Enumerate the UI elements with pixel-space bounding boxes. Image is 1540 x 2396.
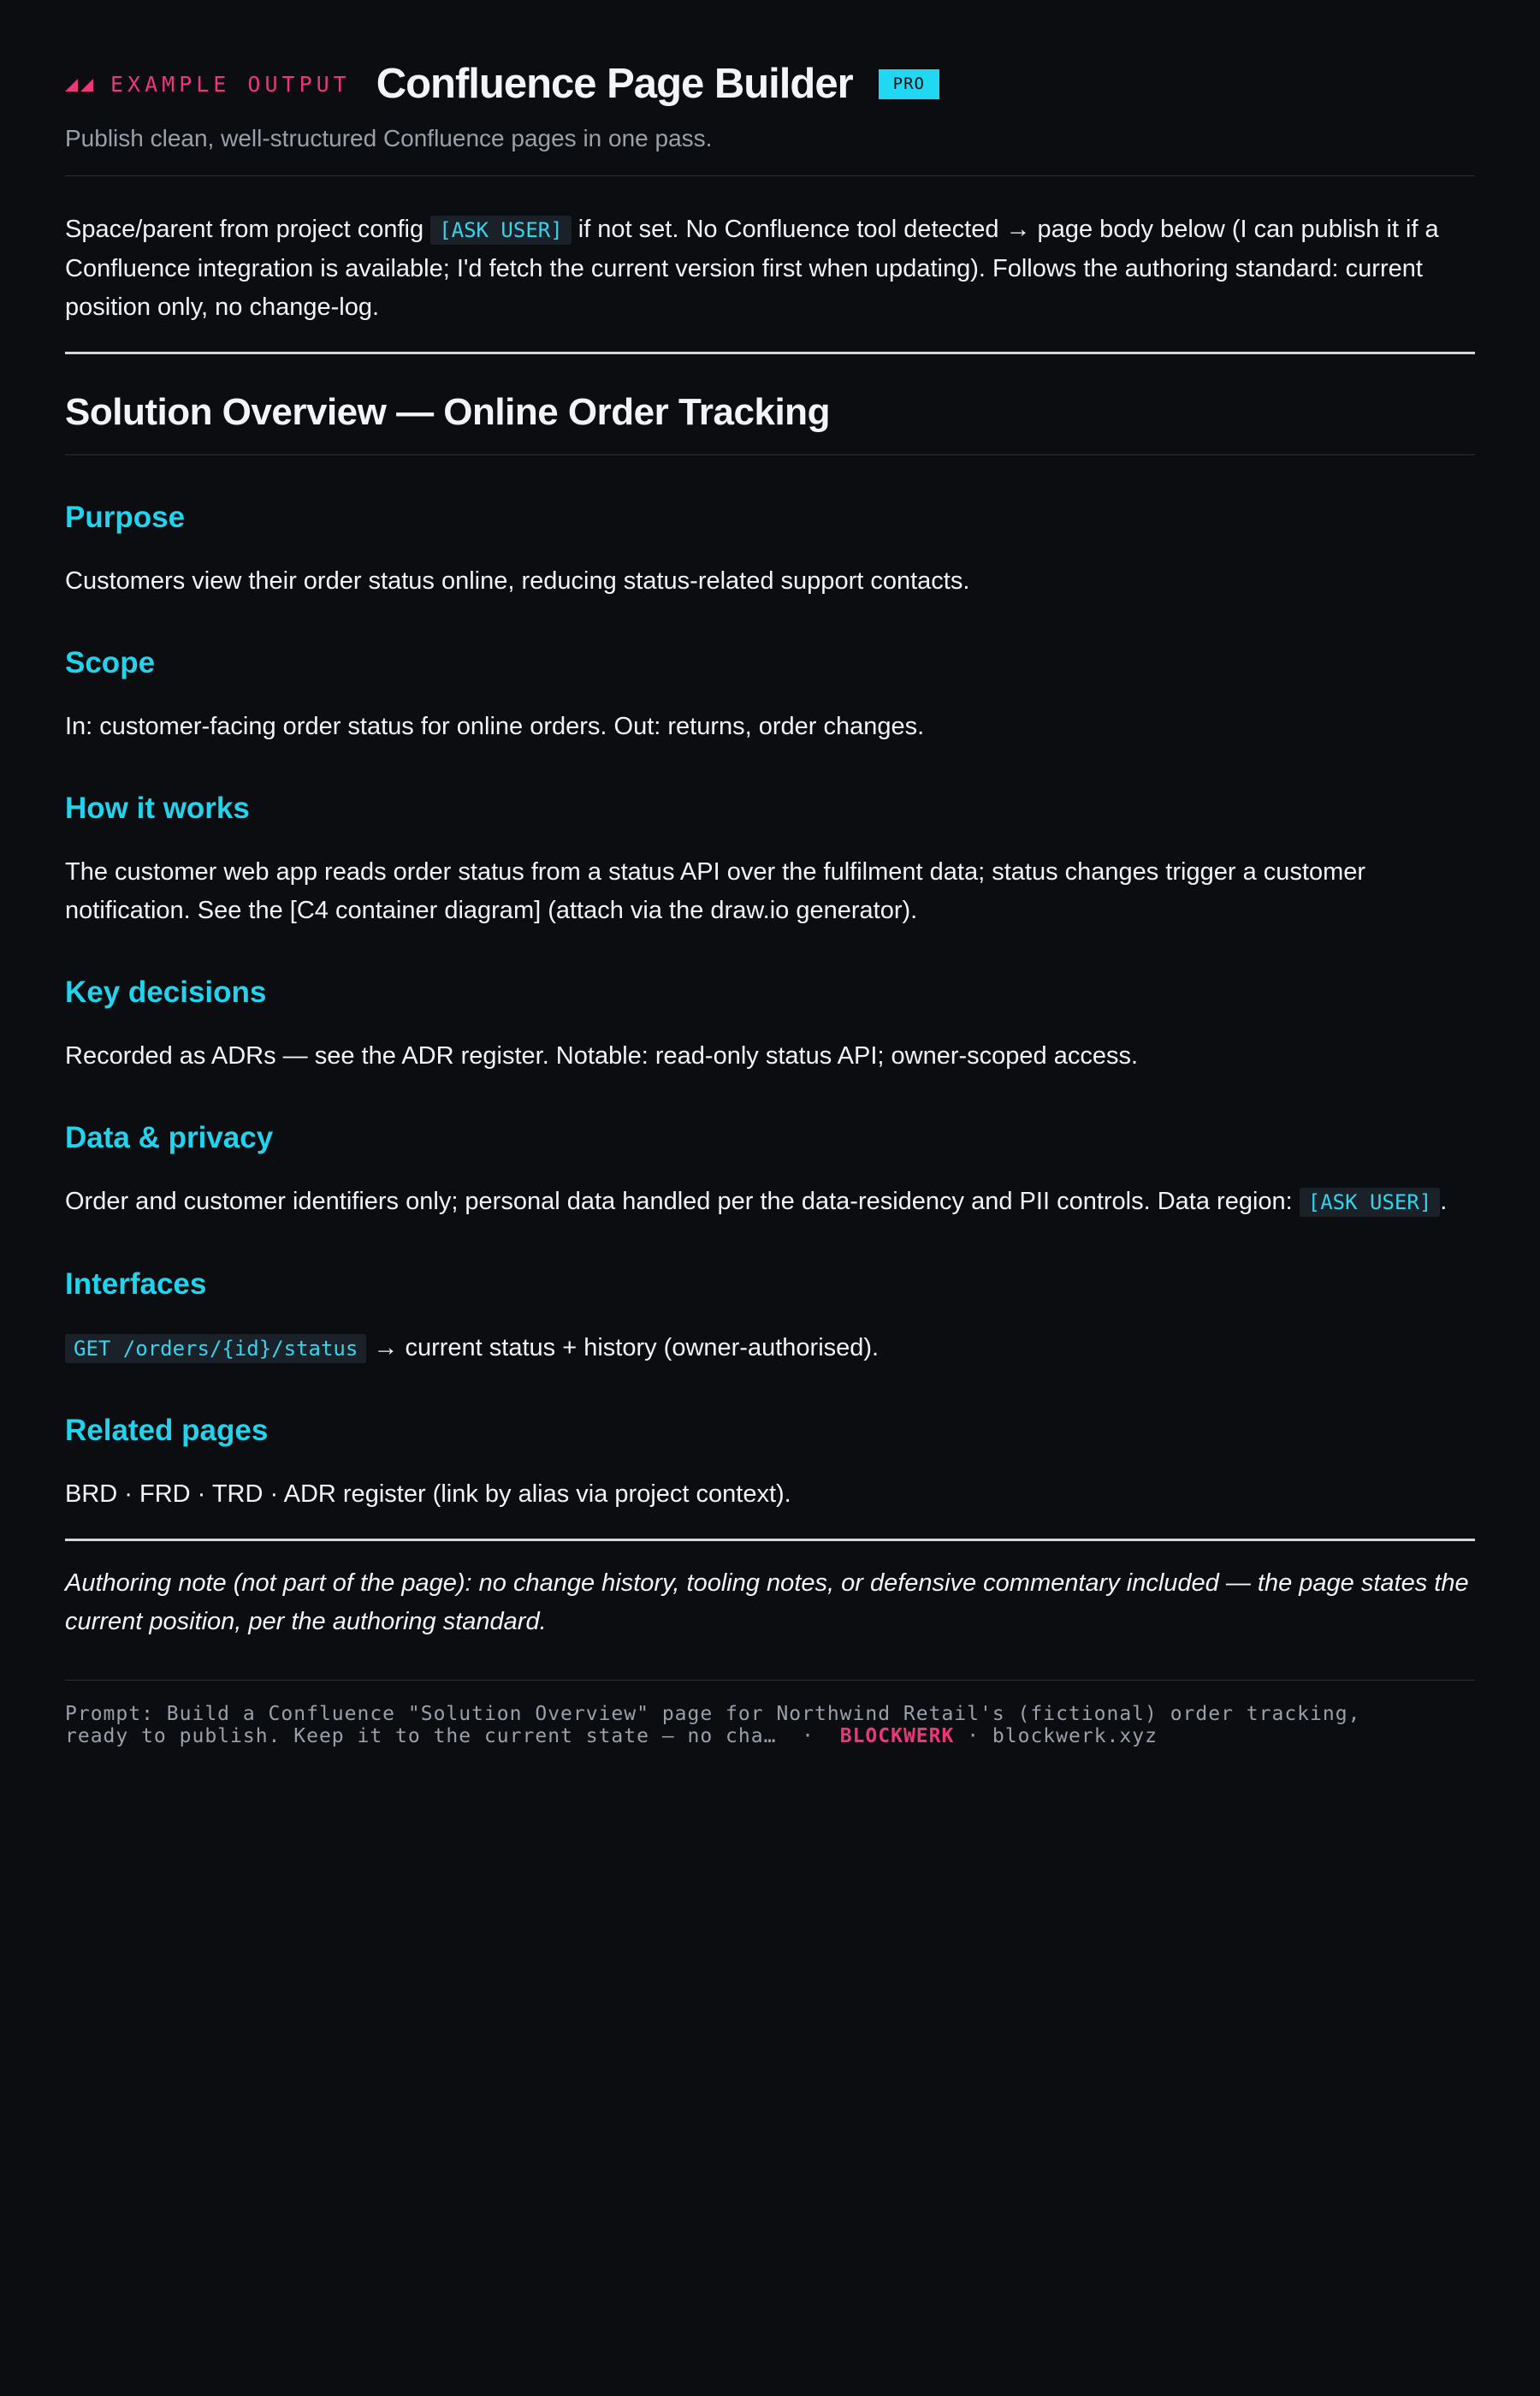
section-heading-related-pages: Related pages [65, 1414, 269, 1447]
data-privacy-text: Order and customer identifiers only; personal data handled per the data-residency and PII controls. Data region: [65, 1188, 1293, 1215]
section-body-purpose: Customers view their order status online, reducing status-related support contacts. [65, 567, 970, 595]
footer-divider [65, 1680, 1475, 1681]
footer-brand[interactable]: BLOCKWERK [839, 1725, 955, 1747]
footer-separator: · [802, 1725, 815, 1747]
footer-site-link[interactable]: blockwerk.xyz [992, 1725, 1158, 1747]
data-privacy-text-end: . [1440, 1188, 1448, 1215]
section-body-how-it-works: The customer web app reads order status from a status API over the fulfilment data; status changes trigger a customer notification. See the [C4 container diagram] (attach via the draw.io generator). [65, 858, 1366, 924]
section-body-related-pages: BRD · FRD · TRD · ADR register (link by alias via project context). [65, 1480, 791, 1508]
intro-text: Space/parent from project config [65, 216, 424, 243]
section-heading-purpose: Purpose [65, 501, 186, 534]
section-body-data-privacy [65, 1183, 1475, 1222]
footer-prompt-line2-row [65, 1725, 1475, 1747]
section-heading-data-privacy: Data & privacy [65, 1121, 274, 1154]
section-body-interfaces [65, 1329, 1475, 1368]
title-divider [65, 454, 1475, 455]
authoring-note: Authoring note (not part of the page): no change history, tooling notes, or defensive commentary included — the page states the current position, per the authoring standard. [65, 1569, 1469, 1635]
section-heading-scope: Scope [65, 646, 156, 679]
eyebrow-label: EXAMPLE OUTPUT [110, 71, 351, 97]
footer-prompt-line2: ready to publish. Keep it to the current state — no cha… [65, 1725, 777, 1747]
note-divider [65, 1539, 1475, 1541]
page-title: Confluence Page Builder [376, 61, 853, 107]
ask-user-placeholder: [ASK USER] [430, 216, 572, 245]
ask-user-placeholder: [ASK USER] [1300, 1188, 1441, 1217]
section-heading-how-it-works: How it works [65, 792, 250, 825]
interfaces-text: → current status + history (owner-authorised). [373, 1334, 880, 1361]
intro-text-continued: if not set. No Confluence tool detected → page body below (I can publish it if a Confluence integration is available; I'd fetch the current version first when updating). Follows the authoring standard: current position only, no change-log. [65, 216, 1439, 321]
endpoint-code: GET /orders/{id}/status [65, 1334, 366, 1363]
section-body-key-decisions: Recorded as ADRs — see the ADR register. Notable: read-only status API; owner-scoped access. [65, 1042, 1139, 1070]
section-heading-key-decisions: Key decisions [65, 976, 267, 1009]
header-divider [65, 175, 1475, 176]
footer-prompt-line1: Prompt: Build a Confluence "Solution Overview" page for Northwind Retail's (fictional) order tracking, [65, 1703, 1361, 1725]
double-triangle-icon [65, 76, 93, 92]
footer-separator: · [967, 1725, 980, 1747]
section-body-scope: In: customer-facing order status for online orders. Out: returns, order changes. [65, 713, 925, 740]
section-divider [65, 352, 1475, 354]
page-subtitle: Publish clean, well-structured Confluence pages in one pass. [65, 125, 713, 151]
intro-paragraph [65, 211, 1475, 327]
header [65, 60, 1475, 108]
pro-badge: PRO [879, 69, 939, 99]
footer [65, 1703, 1475, 1747]
document-title: Solution Overview — Online Order Tracking [65, 391, 830, 433]
section-heading-interfaces: Interfaces [65, 1267, 207, 1301]
eyebrow [65, 72, 351, 97]
